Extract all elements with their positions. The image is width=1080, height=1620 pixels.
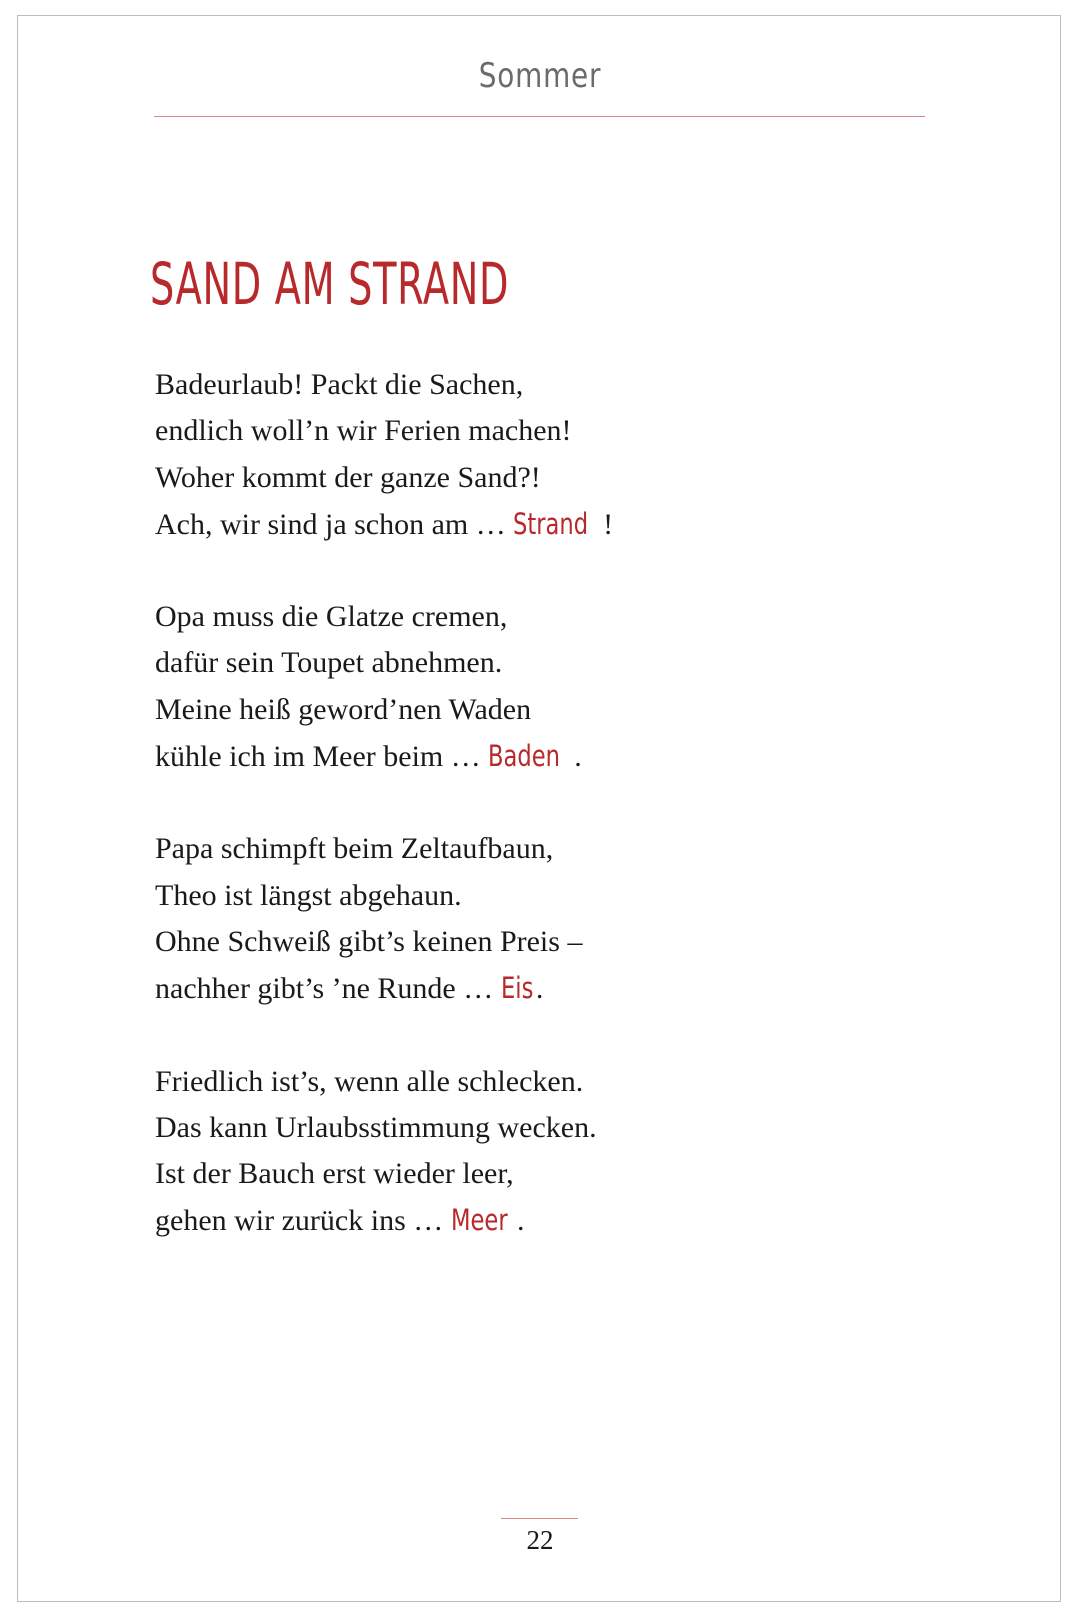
poem-line: Ohne Schweiß gibt’s keinen Preis – (155, 924, 583, 958)
poem-line-final (155, 501, 613, 547)
poem-line-final (155, 733, 613, 779)
running-head: Sommer (478, 56, 602, 96)
poem-line: Papa schimpft beim Zeltaufbaun, (155, 832, 554, 866)
poem-title: SAND AM STRAND (150, 250, 510, 318)
poem-line: Opa muss die Glatze cremen, (155, 600, 508, 634)
line-suffix: . (517, 1204, 525, 1238)
poem-line: endlich woll’n wir Ferien machen! (155, 414, 572, 448)
poem-line-final (155, 965, 613, 1011)
poem-line: Ist der Bauch erst wieder leer, (155, 1157, 514, 1191)
poem-line: Friedlich ist’s, wenn alle schlecken. (155, 1064, 584, 1098)
line-prefix: nachher gibt’s ’ne Runde … (155, 972, 501, 1006)
poem-line: dafür sein Toupet abnehmen. (155, 646, 503, 680)
stanza-2 (155, 594, 613, 779)
stanza-4 (155, 1059, 613, 1244)
line-prefix: gehen wir zurück ins … (155, 1204, 451, 1238)
header-rule (154, 116, 925, 117)
poem-line: Badeurlaub! Packt die Sachen, (155, 368, 524, 401)
rhyme-word: Eis (500, 971, 534, 1006)
line-prefix: Ach, wir sind ja schon am … (155, 507, 514, 541)
rhyme-word: Strand (513, 506, 589, 541)
poem-line: Theo ist längst abgehaun. (155, 878, 462, 912)
poem-line-final (155, 1197, 613, 1243)
line-suffix: ! (603, 507, 614, 541)
folio-rule (501, 1518, 578, 1519)
line-suffix: . (535, 972, 544, 1006)
page-number: 22 (526, 1525, 554, 1555)
stanza-3 (155, 826, 613, 1011)
rhyme-word: Baden (488, 739, 561, 774)
poem-body (155, 362, 613, 1291)
poem-line: Meine heiß geword’nen Waden (155, 692, 532, 726)
rhyme-word: Meer (450, 1203, 508, 1238)
stanza-1 (155, 362, 613, 547)
poem-line: Das kann Urlaubsstimmung wecken. (155, 1110, 597, 1144)
line-prefix: kühle ich im Meer beim … (155, 740, 489, 774)
poem-line: Woher kommt der ganze Sand?! (155, 460, 541, 494)
line-suffix: . (574, 740, 582, 774)
